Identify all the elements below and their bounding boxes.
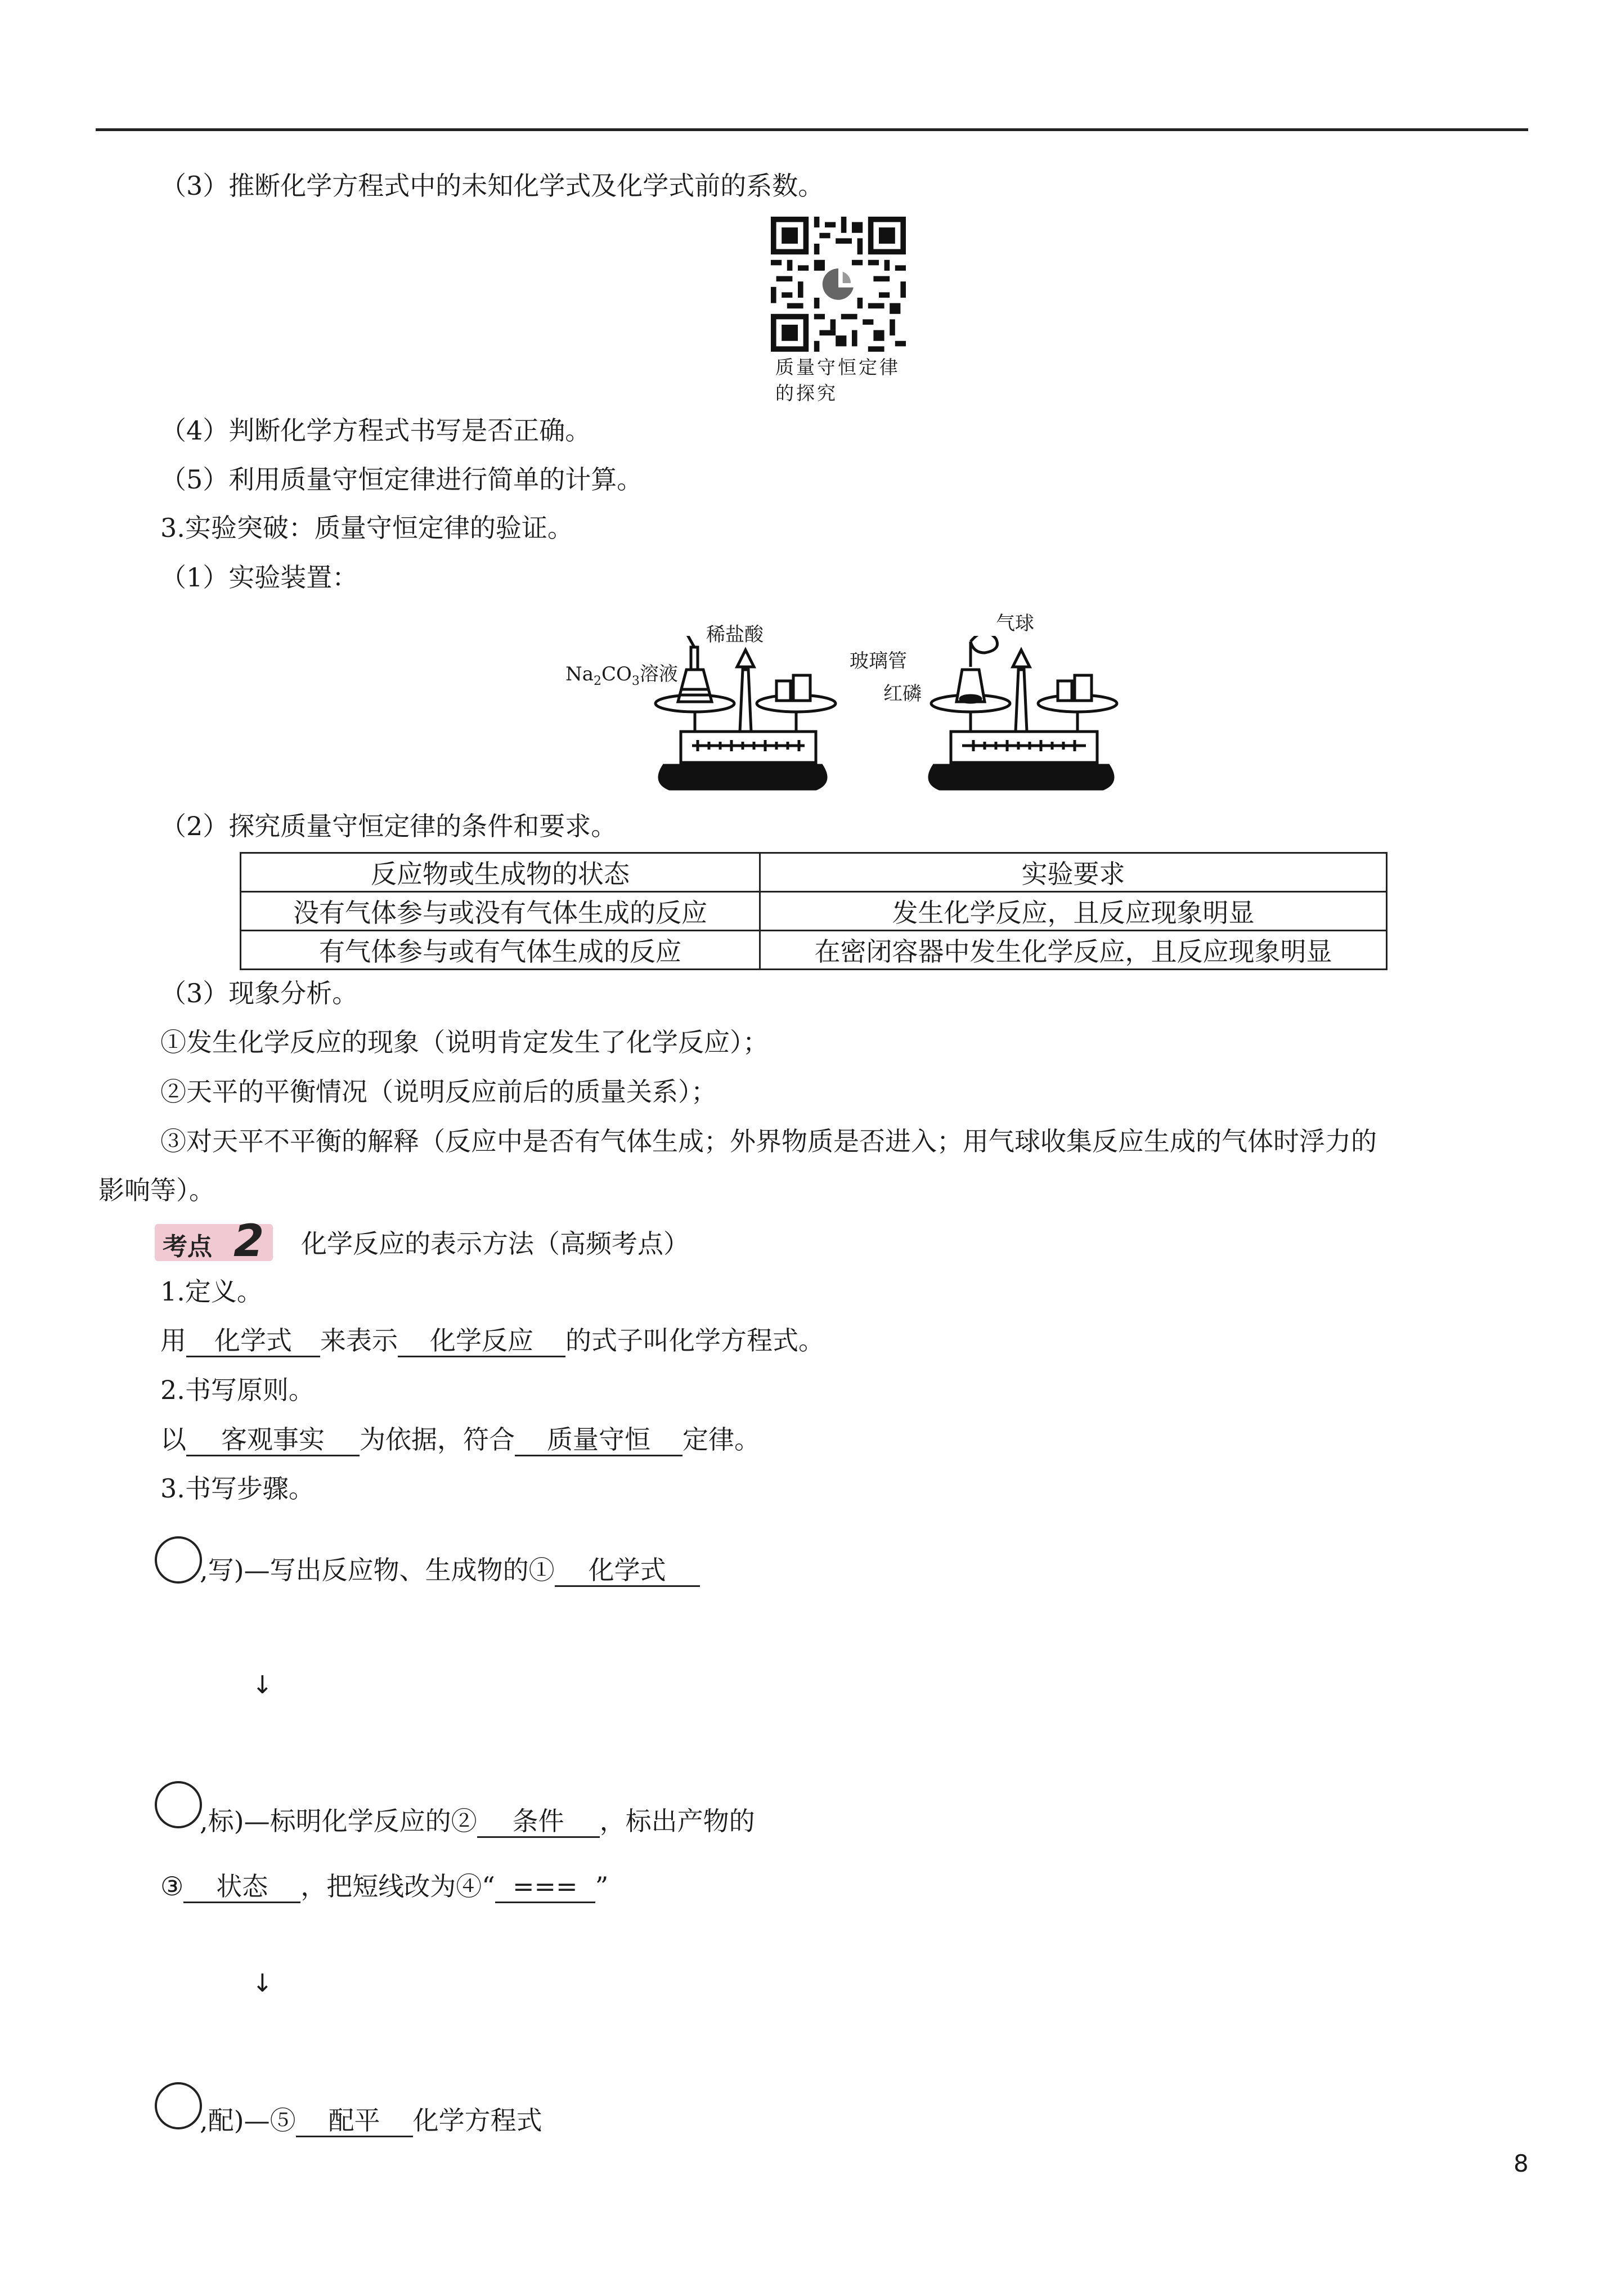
definition-post: 的式子叫化学方程式。 (565, 1325, 824, 1356)
blank-answer: 质量守恒 (515, 1424, 682, 1456)
step-circle (155, 2082, 202, 2129)
header-rule (96, 128, 1528, 131)
down-arrow-icon: ↓ (252, 1671, 273, 1699)
table-header-cell: 实验要求 (760, 853, 1387, 892)
qr-code-image (771, 217, 906, 352)
step-2b-post: ” (595, 1871, 609, 1902)
label-na2co3-part-3: 溶液 (639, 663, 678, 685)
step-2-line (200, 1804, 755, 1838)
analysis-item-2: ②天平的平衡情况（说明反应前后的质量关系）； (160, 1077, 717, 1107)
analysis-item-1: ①发生化学反应的现象（说明肯定发生了化学反应）； (160, 1027, 769, 1057)
table-cell: 有气体参与或有气体生成的反应 (241, 931, 760, 970)
step-1-text: ,写)—写出反应物、生成物的① (200, 1555, 555, 1585)
step-2-text: ,标)—标明化学反应的② (200, 1806, 477, 1836)
analysis-item-3: ③对天平不平衡的解释（反应中是否有气体生成；外界物质是否进入；用气球收集反应生成的气体时浮力的 (160, 1126, 1377, 1156)
qr-caption (775, 355, 900, 406)
label-na2co3-sub-2: 3 (631, 674, 640, 688)
step-2b-line (160, 1869, 608, 1903)
label-na2co3-solution (565, 663, 678, 693)
blank-answer: 客观事实 (186, 1424, 360, 1456)
blank-answer: === (495, 1871, 595, 1903)
step-2b-mid: ，把短线改为④“ (300, 1871, 495, 1902)
label-red-phosphorus: 红磷 (883, 683, 922, 705)
blank-answer: 状态 (183, 1871, 300, 1903)
table-row (241, 931, 1387, 970)
kaodian-badge (155, 1216, 273, 1267)
step-circle (155, 1536, 202, 1584)
down-arrow-icon: ↓ (252, 1969, 273, 1998)
step-3-text: ,配)—⑤ (200, 2105, 296, 2136)
definition-line (160, 1324, 824, 1357)
table-cell: 在密闭容器中发生化学反应，且反应现象明显 (760, 931, 1387, 970)
blank-answer: 配平 (296, 2105, 413, 2137)
label-balloon: 气球 (996, 612, 1034, 635)
step-circle (155, 1781, 202, 1828)
label-na2co3-part-2: CO (601, 663, 632, 685)
qr-caption-line-1: 质量守恒定律 (775, 356, 900, 378)
blank-answer: 化学式 (186, 1325, 320, 1357)
phenomenon-heading: （3）现象分析。 (160, 978, 358, 1008)
principle-mid: 为依据，符合 (360, 1424, 515, 1455)
text-line-4: （4）判断化学方程式书写是否正确。 (160, 415, 591, 446)
table-header-row (241, 853, 1387, 892)
step-2b-pre: ③ (160, 1871, 184, 1902)
definition-pre: 用 (160, 1325, 186, 1356)
label-na2co3-part-1: Na (565, 663, 594, 685)
step-3-line (200, 2104, 542, 2137)
blank-answer: 条件 (477, 1806, 600, 1838)
table-cell: 发生化学反应，且反应现象明显 (760, 892, 1387, 931)
kaodian-badge-number: 2 (234, 1216, 264, 1267)
principle-post: 定律。 (682, 1424, 760, 1455)
definition-mid: 来表示 (320, 1325, 398, 1356)
analysis-item-3-cont: 影响等）。 (98, 1175, 215, 1205)
balance-apparatus-right (917, 636, 1153, 805)
definition-title: 1.定义。 (160, 1276, 263, 1307)
principle-title: 2.书写原则。 (160, 1375, 315, 1405)
kaodian-title: 化学反应的表示方法（高频考点） (301, 1228, 689, 1259)
qr-code[interactable] (771, 217, 911, 354)
requirements-table (240, 852, 1387, 970)
table-cell: 没有气体参与或没有气体生成的反应 (241, 892, 760, 931)
label-na2co3-sub-1: 2 (594, 674, 602, 688)
text-line-5: （5）利用质量守恒定律进行简单的计算。 (160, 464, 643, 495)
principle-pre: 以 (160, 1424, 186, 1455)
blank-answer: 化学式 (555, 1555, 700, 1587)
table-header-cell: 反应物或生成物的状态 (241, 853, 760, 892)
label-glass-tube: 玻璃管 (850, 650, 907, 672)
conditions-heading: （2）探究质量守恒定律的条件和要求。 (160, 811, 617, 841)
step-1-line (200, 1553, 700, 1587)
kaodian-badge-text: 考点 (163, 1232, 212, 1261)
step-2-post: ，标出产物的 (599, 1806, 755, 1836)
step-3-post: 化学方程式 (412, 2105, 542, 2136)
principle-line (160, 1423, 760, 1456)
table-row (241, 892, 1387, 931)
page-number: 8 (1514, 2150, 1529, 2177)
apparatus-heading: （1）实验装置： (160, 562, 358, 593)
label-dilute-hcl: 稀盐酸 (706, 624, 764, 646)
steps-title: 3.书写步骤。 (160, 1473, 315, 1504)
text-line-3: （3）推断化学方程式中的未知化学式及化学式前的系数。 (160, 171, 824, 201)
section-3-title: 3.实验突破：质量守恒定律的验证。 (160, 513, 573, 543)
blank-answer: 化学反应 (398, 1325, 565, 1357)
qr-caption-line-2: 的探究 (775, 382, 838, 404)
